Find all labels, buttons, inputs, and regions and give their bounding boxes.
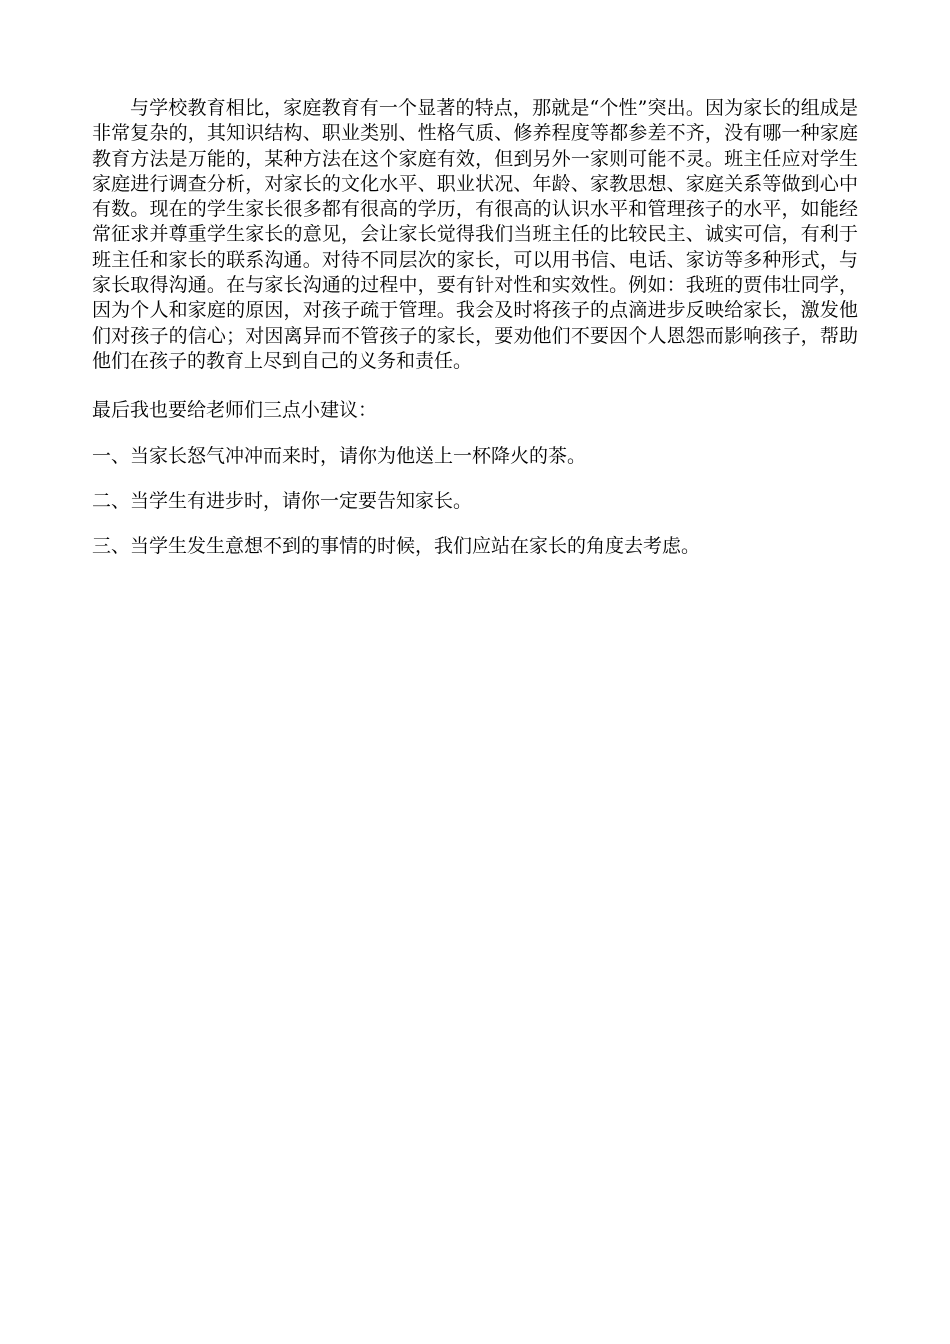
main-paragraph: 与学校教育相比，家庭教育有一个显著的特点，那就是“个性”突出。因为家长的组成是非常复杂的，其知识结构、职业类别、性格气质、修养程度等都参差不齐，没有哪一种家庭教育方法是万能的，某种方法在这个家庭有效，但到另外一家则可能不灵。班主任应对学生家庭进行调查分析，对家长的文化水平、职业状况、年龄、家教思想、家庭关系等做到心中有数。现在的学生家长很多都有很高的学历，有很高的认识水平和管理孩子的水平，如能经常征求并尊重学生家长的意见，会让家长觉得我们当班主任的比较民主、诚实可信，有利于班主任和家长的联系沟通。对待不同层次的家长，可以用书信、电话、家访等多种形式，与家长取得沟通。在与家长沟通的过程中，要有针对性和实效性。例如：我班的贾伟壮同学，因为个人和家庭的原因，对孩子疏于管理。我会及时将孩子的点滴进步反映给家长，激发他们对孩子的信心；对因离异而不管孩子的家长，要劝他们不要因个人恩怨而影响孩子，帮助他们在孩子的教育上尽到自己的义务和责任。 — [92, 97, 858, 372]
suggestion-item-2: 二、当学生有进步时，请你一定要告知家长。 — [92, 489, 473, 512]
suggestion-item-1: 一、当家长怒气冲冲而来时，请你为他送上一杯降火的茶。 — [92, 444, 587, 467]
suggestions-intro: 最后我也要给老师们三点小建议： — [92, 399, 378, 422]
document-page — [92, 96, 858, 559]
suggestion-item-3: 三、当学生发生意想不到的事情的时候，我们应站在家长的角度去考虑。 — [92, 535, 701, 558]
